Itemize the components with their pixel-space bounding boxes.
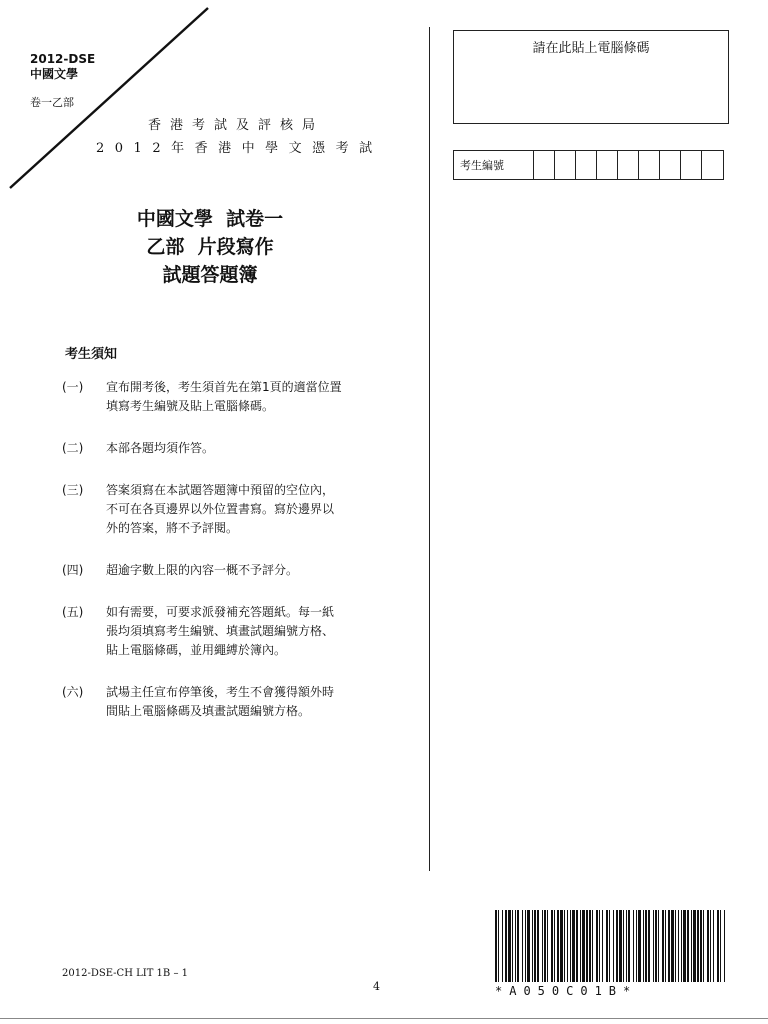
- barcode-bar: [671, 910, 674, 982]
- instruction-number: (三): [62, 483, 84, 497]
- barcode-bar: [567, 910, 568, 982]
- barcode-bar: [636, 910, 637, 982]
- barcode-bar: [525, 910, 526, 982]
- candidate-number-cell[interactable]: [681, 151, 702, 179]
- barcode-bar: [537, 910, 539, 982]
- candidate-number-cell[interactable]: [660, 151, 681, 179]
- barcode-bar: [662, 910, 664, 982]
- barcode-bar: [582, 910, 585, 982]
- barcode-bar: [576, 910, 578, 982]
- paper-part: 卷一乙部: [30, 96, 74, 109]
- barcode-bar: [508, 910, 511, 982]
- instructions-heading: 考生須知: [65, 347, 118, 362]
- barcode-bar: [570, 910, 571, 982]
- page-bottom-edge: [0, 1018, 768, 1019]
- paper-title-line: 中國文學 試卷一: [136, 208, 284, 230]
- barcode-bar: [683, 910, 686, 982]
- barcode-bar: [645, 910, 647, 982]
- barcode-sticker-label: 請在此貼上電腦條碼: [532, 41, 650, 56]
- candidate-number-cell[interactable]: [639, 151, 660, 179]
- paper-code-footer: 2012-DSE-CH LIT 1B – 1: [62, 968, 188, 979]
- barcode-bar: [724, 910, 725, 982]
- barcode-bar: [700, 910, 702, 982]
- barcode-bar: [542, 910, 543, 982]
- barcode-bar: [703, 910, 704, 982]
- barcode-bar: [502, 910, 503, 982]
- barcode-bar: [596, 910, 598, 982]
- instruction-text: 答案須寫在本試題答題簿中預留的空位內， 不可在各頁邊界以外位置書寫。寫於邊界以 外的答案，將不予評閱。: [106, 483, 335, 535]
- instruction-item: [62, 603, 402, 660]
- barcode-bar: [713, 910, 714, 982]
- barcode-bar: [517, 910, 519, 982]
- barcode-bar: [609, 910, 610, 982]
- barcode-bar: [681, 910, 682, 982]
- candidate-number-cell[interactable]: [702, 151, 723, 179]
- candidate-number-cell[interactable]: [618, 151, 639, 179]
- barcode-bar: [623, 910, 624, 982]
- instruction-item: [62, 481, 402, 538]
- barcode-bar: [527, 910, 530, 982]
- barcode-bar: [616, 910, 618, 982]
- barcode-bar: [655, 910, 657, 982]
- barcode-bar: [626, 910, 627, 982]
- barcode-bar: [648, 910, 650, 982]
- page-number: 4: [373, 980, 380, 993]
- barcode-bar: [515, 910, 516, 982]
- barcode-bar: [693, 910, 696, 982]
- barcode-bar: [522, 910, 523, 982]
- barcode-bar: [606, 910, 608, 982]
- barcode-bar: [619, 910, 622, 982]
- instruction-text: 宣布開考後，考生須首先在第1頁的適當位置 填寫考生編號及貼上電腦條碼。: [106, 380, 342, 413]
- barcode-bar: [710, 910, 711, 982]
- instruction-text: 如有需要，可要求派發補充答題紙。每一紙 張均須填寫考生編號、填畫試題編號方格、 貼上電腦條碼，並用繩縛於簿內。: [106, 605, 335, 657]
- instruction-item: [62, 439, 402, 458]
- exam-authority: 香港考試及評核局: [148, 118, 325, 133]
- barcode-bar: [653, 910, 654, 982]
- instruction-text: 試場主任宣布停筆後，考生不會獲得額外時 間貼上電腦條碼及填畫試題編號方格。: [106, 685, 335, 718]
- instruction-number: (五): [62, 605, 84, 619]
- barcode-bar: [665, 910, 666, 982]
- barcode-bar: [564, 910, 565, 982]
- paper-title-line: 試題答題簿: [162, 264, 258, 286]
- barcode-bar: [592, 910, 593, 982]
- barcode-bar: [717, 910, 719, 982]
- barcode-bar: [720, 910, 721, 982]
- barcode-bar: [613, 910, 614, 982]
- barcode-bar: [586, 910, 588, 982]
- barcode-bar: [554, 910, 555, 982]
- candidate-number-label: 考生編號: [454, 151, 534, 179]
- barcode-bar: [643, 910, 644, 982]
- candidate-number-cell[interactable]: [597, 151, 618, 179]
- barcode-bar: [544, 910, 546, 982]
- instruction-number: (六): [62, 685, 84, 699]
- barcode-text: *A050C01B*: [495, 984, 638, 998]
- barcode-bar: [633, 910, 634, 982]
- subject-name: 中國文學: [30, 67, 79, 81]
- instruction-number: (四): [62, 563, 84, 577]
- barcode-bar: [551, 910, 553, 982]
- barcode-bar: [678, 910, 679, 982]
- instruction-number: (一): [62, 380, 84, 394]
- barcode-image: [495, 910, 727, 982]
- subject-code: [30, 52, 95, 82]
- barcode-bar: [638, 910, 641, 982]
- barcode-bar: [628, 910, 630, 982]
- paper-title-block: [60, 205, 360, 289]
- barcode-bar: [505, 910, 507, 982]
- barcode-bar: [599, 910, 600, 982]
- candidate-number-cell[interactable]: [534, 151, 555, 179]
- instructions-list: [62, 378, 402, 744]
- barcode-bar: [675, 910, 676, 982]
- barcode-bar: [589, 910, 591, 982]
- instruction-item: [62, 378, 402, 416]
- barcode-bar: [547, 910, 548, 982]
- barcode-bar: [495, 910, 497, 982]
- instruction-item: [62, 683, 402, 721]
- barcode-bar: [602, 910, 603, 982]
- paper-title-line: 乙部 片段寫作: [146, 236, 274, 258]
- barcode-bar: [512, 910, 513, 982]
- candidate-number-cell[interactable]: [555, 151, 576, 179]
- instruction-number: (二): [62, 441, 84, 455]
- instruction-text: 超逾字數上限的內容一概不予評分。: [106, 563, 299, 577]
- instruction-item: [62, 561, 402, 580]
- instruction-text: 本部各題均須作答。: [106, 441, 215, 455]
- barcode-bar: [707, 910, 709, 982]
- barcode-bar: [572, 910, 575, 982]
- barcode-bar: [697, 910, 699, 982]
- barcode-bar: [658, 910, 659, 982]
- barcode-bar: [532, 910, 533, 982]
- barcode-bar: [534, 910, 536, 982]
- barcode-bar: [560, 910, 563, 982]
- barcode-bar: [687, 910, 689, 982]
- candidate-number-cell[interactable]: [576, 151, 597, 179]
- exam-name: 2012年香港中學文憑考試: [96, 141, 383, 156]
- page-margin-divider: [429, 27, 430, 871]
- barcode-bar: [557, 910, 559, 982]
- candidate-number-field[interactable]: [453, 150, 724, 180]
- barcode-bar: [498, 910, 499, 982]
- barcode-bar: [668, 910, 670, 982]
- barcode-sticker-area[interactable]: [453, 30, 729, 124]
- barcode-bar: [691, 910, 692, 982]
- subject-code-year: 2012-DSE: [30, 52, 96, 66]
- barcode-bar: [580, 910, 581, 982]
